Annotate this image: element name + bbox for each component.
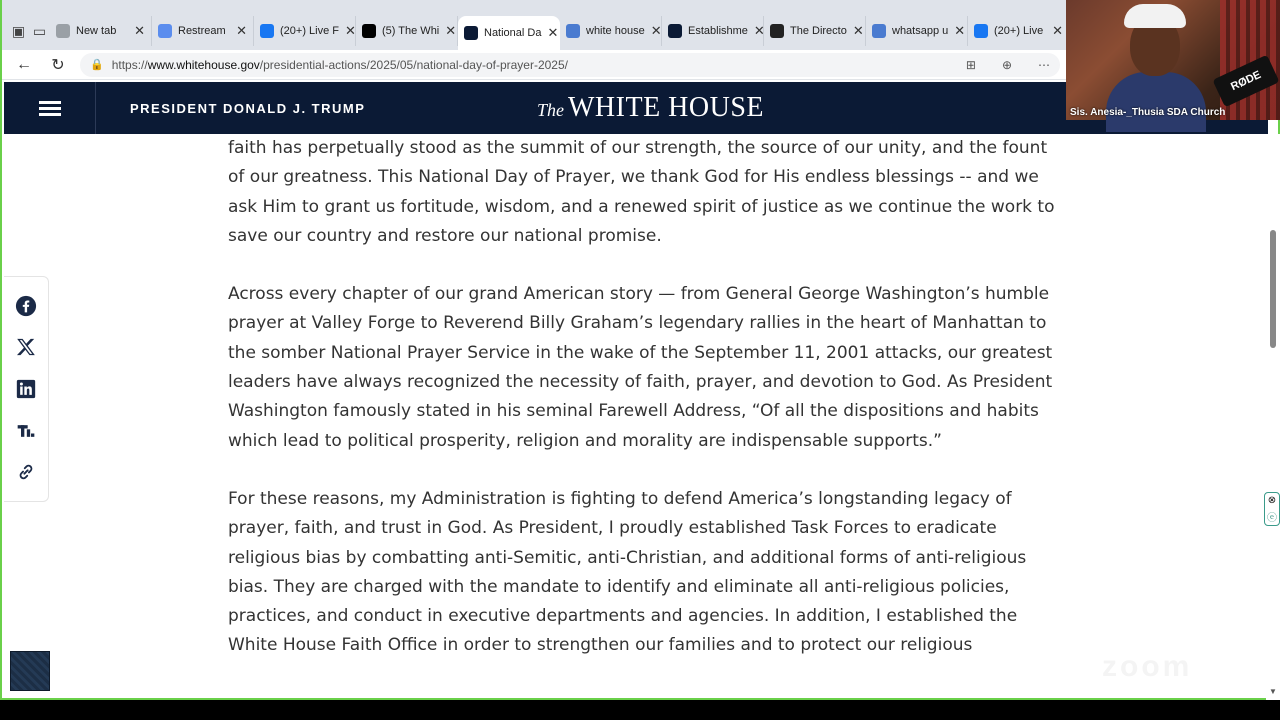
- article-body: [228, 134, 1058, 690]
- share-rail: [4, 276, 49, 502]
- tab-title: The Directo: [790, 25, 847, 37]
- whitehouse-icon: [464, 26, 478, 40]
- speaker-body: [1106, 72, 1206, 132]
- scroll-down-arrow-icon[interactable]: ▼: [1269, 687, 1277, 696]
- tab-title: Establishme: [688, 25, 748, 37]
- facebook-icon[interactable]: [14, 294, 38, 318]
- close-tab-icon[interactable]: ✕: [852, 23, 864, 38]
- tab-strip: [2, 0, 1070, 50]
- restream-icon: [158, 24, 172, 38]
- whitehouse-icon: [668, 24, 682, 38]
- close-tab-icon[interactable]: ✕: [236, 23, 247, 38]
- lock-icon: 🔒: [90, 59, 104, 71]
- video-feed: [1066, 0, 1280, 120]
- paragraph: For these reasons, my Administration is fighting to defend America’s longstanding legacy of prayer, faith, and trust in God. As President, I proudly established Task Forces to eradicate religious bias by combatting anti-Semitic, anti-Christian, and additional forms of anti-religious bias. They are charged with the mandate to identify and eliminate all anti-religious policies, practices, and conduct in executive departments and agencies. In addition, I established the White House Faith Office in order to strengthen our families and to protect our religious: [228, 488, 1027, 656]
- paragraph: Across every chapter of our grand American story — from General George Washington’s humble prayer at Valley Forge to Reverend Billy Graham’s legendary rallies in the heart of Manhattan to the somber National Prayer Service in the wake of the September 11, 2001 attacks, our greatest leaders have always recognized the necessity of faith, prayer, and devotion to God. As President Washington famously stated in his seminal Farewell Address, “Of all the dispositions and habits which lead to political prosperity, religion and morality are indispensable supports.”: [228, 284, 1053, 451]
- x-icon: [362, 24, 376, 38]
- new-tab-icon: [56, 24, 70, 38]
- thumbnail-image: [10, 651, 50, 691]
- extension-logo-icon[interactable]: ⓔ: [1267, 512, 1277, 524]
- back-icon[interactable]: ←: [16, 55, 32, 73]
- speaker-cap: [1124, 4, 1186, 28]
- address-bar[interactable]: [80, 53, 1060, 77]
- facebook-icon: [974, 24, 988, 38]
- browser-tab[interactable]: [254, 16, 356, 46]
- zoom-watermark: zoom: [1102, 650, 1193, 683]
- browser-tab[interactable]: [458, 16, 560, 50]
- truth-social-icon[interactable]: [14, 419, 38, 443]
- reload-icon[interactable]: ↻: [51, 56, 65, 74]
- search-icon: [872, 24, 886, 38]
- white-house-logo[interactable]: The WHITE HOUSE: [537, 92, 765, 123]
- browser-tab[interactable]: [662, 16, 764, 46]
- tab-actions-icon[interactable]: ▭: [32, 22, 47, 39]
- scrollbar-thumb[interactable]: [1270, 230, 1276, 348]
- close-tab-icon[interactable]: ✕: [1052, 23, 1063, 38]
- x-icon[interactable]: [14, 335, 38, 359]
- workspaces-icon[interactable]: ▣: [11, 22, 26, 39]
- browser-tab[interactable]: [152, 16, 254, 46]
- linkedin-icon[interactable]: [14, 377, 38, 401]
- close-tab-icon[interactable]: ✕: [547, 25, 559, 40]
- search-icon: [566, 24, 580, 38]
- close-tab-icon[interactable]: ✕: [445, 23, 457, 38]
- microphone: RØDE: [1212, 55, 1279, 108]
- browser-tab[interactable]: [764, 16, 866, 46]
- browser-tab[interactable]: [356, 16, 458, 46]
- menu-icon[interactable]: [4, 82, 96, 134]
- participant-name: Sis. Anesia-_Thusia SDA Church: [1070, 107, 1226, 118]
- tab-title: (5) The Whi: [382, 25, 440, 37]
- page-scrollbar[interactable]: [1266, 134, 1280, 700]
- zoom-icon[interactable]: ⊕: [1001, 57, 1012, 72]
- address-toolbar: [2, 50, 1070, 80]
- extension-widget[interactable]: [1264, 492, 1280, 526]
- close-icon[interactable]: ⊗: [1267, 494, 1277, 506]
- tab-title: National Da: [484, 27, 542, 39]
- tab-title: white house: [586, 25, 645, 37]
- site-brand[interactable]: PRESIDENT DONALD J. TRUMP: [130, 100, 366, 116]
- url-text: https://www.whitehouse.gov/presidential-actions/2025/05/national-day-of-prayer-2025/: [111, 57, 568, 72]
- facebook-icon: [260, 24, 274, 38]
- more-icon[interactable]: ⋯: [1038, 57, 1050, 72]
- browser-tab[interactable]: [560, 16, 662, 46]
- tab-title: Restream: [178, 25, 226, 37]
- am-icon: [770, 24, 784, 38]
- browser-tab[interactable]: [968, 16, 1070, 46]
- tab-title: New tab: [76, 25, 117, 37]
- close-tab-icon[interactable]: ✕: [954, 23, 966, 38]
- copy-link-icon[interactable]: [14, 460, 38, 484]
- close-tab-icon[interactable]: ✕: [650, 23, 662, 38]
- tab-title: whatsapp u: [892, 25, 949, 37]
- tab-title: (20+) Live: [994, 25, 1044, 37]
- browser-tab[interactable]: [50, 16, 152, 46]
- paragraph: faith has perpetually stood as the summit of our strength, the source of our unity, and the fount of our greatness. This National Day of Prayer, we thank God for His endless blessings -- and we ask Him to grant us fortitude, wisdom, and a renewed spirit of justice as we continue the work to save our country and restore our national promise.: [228, 138, 1055, 246]
- close-tab-icon[interactable]: ✕: [134, 23, 145, 38]
- close-tab-icon[interactable]: ✕: [345, 23, 356, 38]
- close-tab-icon[interactable]: ✕: [753, 23, 765, 38]
- browser-tab[interactable]: [866, 16, 968, 46]
- extensions-icon[interactable]: ⊞: [965, 57, 976, 72]
- tab-title: (20+) Live F: [280, 25, 339, 37]
